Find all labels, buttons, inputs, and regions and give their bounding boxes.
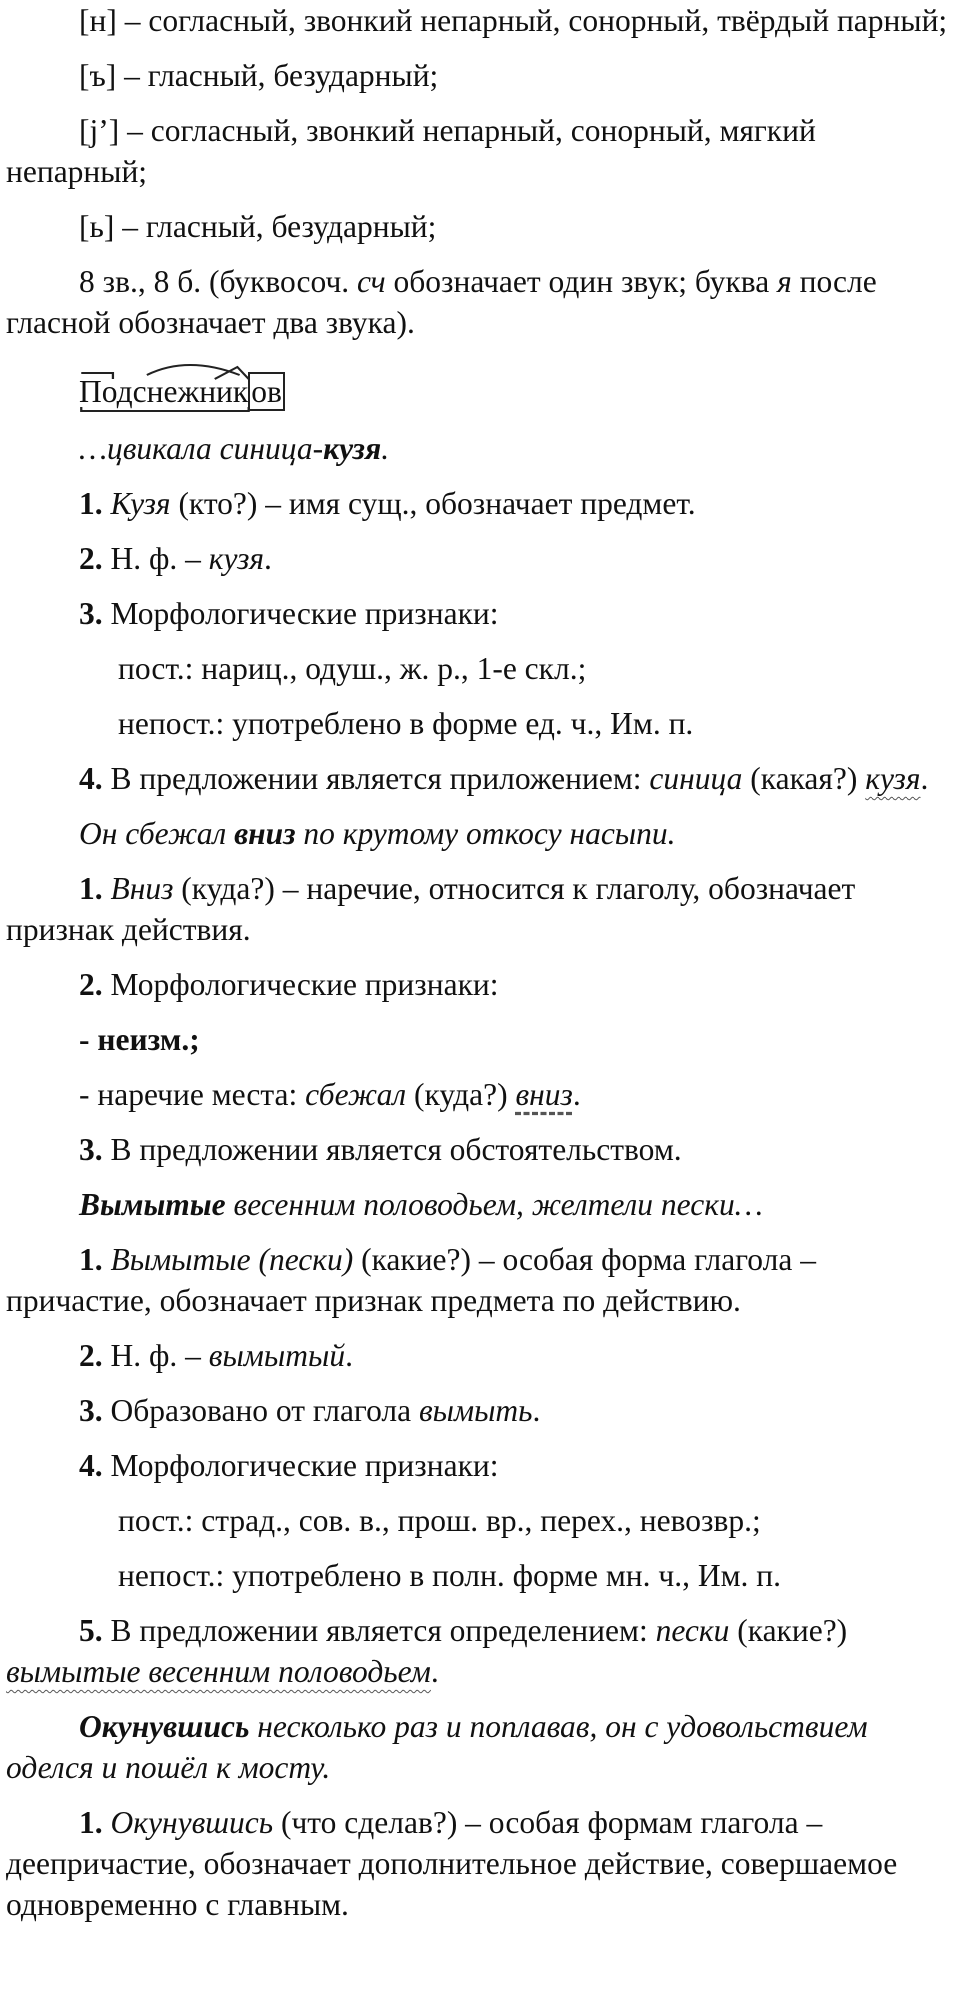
point-number: 4.: [79, 761, 103, 796]
point-word: кузя: [208, 541, 265, 576]
point-word: вымытый: [208, 1338, 346, 1373]
point-text-end: .: [920, 761, 929, 796]
kuzya-point-3: [6, 593, 954, 634]
point-word: Кузя: [110, 486, 171, 521]
point-number: 1.: [79, 486, 103, 521]
point-number: 2.: [79, 967, 103, 1002]
point-text: Морфологические признаки:: [102, 596, 499, 631]
point-text-end: .: [345, 1338, 353, 1373]
vymytye-point-5: [6, 1610, 954, 1692]
vniz-feature-1: [6, 1019, 954, 1060]
point-text: Морфологические признаки:: [102, 967, 499, 1002]
vymytye-nonconst-features: непост.: употреблено в полн. форме мн. ч., Им. п.: [118, 1558, 782, 1593]
point-number: 1.: [79, 1242, 103, 1277]
point-number: 2.: [79, 1338, 103, 1373]
sentence-vniz-a: Он сбежал: [79, 816, 235, 851]
kuzya-point-2: [6, 538, 954, 579]
point-text: Н. ф. –: [102, 1338, 209, 1373]
kuzya-nonconst-features: непост.: употреблено в форме ед. ч., Им. п.: [118, 706, 694, 741]
summary-text-c: после гласной обозначает два звука).: [6, 264, 877, 340]
sentence-vniz: [6, 813, 954, 854]
phonetic-line-n: [н] – согласный, звонкий непарный, сонорный, твёрдый парный;: [79, 3, 948, 38]
point-word: Окунувшись: [110, 1805, 274, 1840]
word-morpheme-parse: [79, 357, 285, 412]
point-text: Морфологические признаки:: [102, 1448, 499, 1483]
feature-text: - наречие места:: [79, 1077, 306, 1112]
phonetic-line-j: [j’] – согласный, звонкий непарный, сонорный, мягкий непарный;: [6, 113, 816, 189]
point-text: (куда?) – наречие, относится к глаголу, обозначает признак действия.: [6, 871, 856, 947]
point-text: В предложении является определением:: [102, 1613, 656, 1648]
point-text: В предложении является приложением:: [102, 761, 650, 796]
point-number: 3.: [79, 596, 103, 631]
point-text: В предложении является обстоятельством.: [102, 1132, 682, 1167]
feature-question: (куда?): [406, 1077, 516, 1112]
point-text: (что сделав?) – особая формам глагола – деепричастие, обозначает дополнительное действие, совершаемое одновременно с главным.: [6, 1805, 898, 1922]
sentence-vniz-bold: вниз: [234, 816, 296, 851]
vymytye-const-features: пост.: страд., сов. в., прош. вр., перех., невозвр.;: [118, 1503, 761, 1538]
point-number: 4.: [79, 1448, 103, 1483]
point-text: (кто?) – имя сущ., обозначает предмет.: [170, 486, 696, 521]
vymytye-point-1: [6, 1239, 954, 1321]
summary-text-a: 8 зв., 8 б. (буквосоч.: [79, 264, 358, 299]
point-text: (какие?) – особая форма глагола – причастие, обозначает признак предмета по действию.: [6, 1242, 816, 1318]
point-text-end: .: [264, 541, 272, 576]
vniz-point-3: [6, 1129, 954, 1170]
kuzya-point-4: [6, 758, 954, 799]
sentence-vymytye: [6, 1184, 954, 1225]
point-number: 1.: [79, 1805, 103, 1840]
word-ending: ов: [248, 372, 285, 411]
vniz-point-1: [6, 868, 954, 950]
point-word: синица: [649, 761, 743, 796]
vymytye-point-3: [6, 1390, 954, 1431]
point-word: Вниз: [110, 871, 174, 906]
vymytye-point-4: [6, 1445, 954, 1486]
point-number: 3.: [79, 1132, 103, 1167]
point-word: пески: [655, 1613, 730, 1648]
point-word: вымыть: [418, 1393, 533, 1428]
okunuvshis-point-1: [6, 1802, 954, 1925]
point-number: 1.: [79, 871, 103, 906]
summary-letter-ya: я: [777, 264, 792, 299]
underlined-word: кузя: [865, 761, 921, 796]
point-question: (какая?): [742, 761, 866, 796]
sentence-vniz-b: по крутому откосу насыпи.: [295, 816, 676, 851]
sentence-okunuvshis-rest: несколько раз и поплавав, он с удовольствием оделся и пошёл к мосту.: [6, 1709, 868, 1785]
sentence-vymytye-bold: Вымытые: [79, 1187, 226, 1222]
point-number: 2.: [79, 541, 103, 576]
point-text-end: .: [430, 1654, 439, 1689]
sentence-vymytye-rest: весенним половодьем, желтели пески…: [225, 1187, 763, 1222]
vniz-point-2: [6, 964, 954, 1005]
sentence-okunuvshis-bold: Окунувшись: [79, 1709, 250, 1744]
sentence-kuzya-bold: кузя: [323, 431, 382, 466]
point-text-end: .: [532, 1393, 541, 1428]
point-word: Вымытые (пески): [110, 1242, 354, 1277]
point-number: 5.: [79, 1613, 103, 1648]
summary-letters-sch: сч: [357, 264, 386, 299]
feature-text: - неизм.;: [79, 1022, 200, 1057]
sentence-okunuvshis: [6, 1706, 954, 1788]
phonetic-line-hard-sign: [ъ] – гласный, безударный;: [79, 58, 439, 93]
sentence-kuzya: [6, 428, 954, 469]
point-text: Образовано от глагола: [102, 1393, 419, 1428]
word-stem: Подснежник: [79, 374, 249, 409]
phonetic-summary: [6, 261, 954, 343]
sentence-kuzya-a: …цвикала синица-: [79, 431, 324, 466]
kuzya-point-1: [6, 483, 954, 524]
phonetic-line-soft-sign: [ь] – гласный, безударный;: [79, 209, 437, 244]
kuzya-const-features: пост.: нариц., одуш., ж. р., 1-е скл.;: [118, 651, 587, 686]
underlined-word: вниз: [515, 1077, 573, 1112]
point-question: (какие?): [729, 1613, 848, 1648]
vymytye-point-2: [6, 1335, 954, 1376]
point-number: 3.: [79, 1393, 103, 1428]
sentence-kuzya-b: .: [381, 431, 390, 466]
feature-text-end: .: [572, 1077, 581, 1112]
underlined-phrase: вымытые весенним половодьем: [6, 1654, 431, 1689]
summary-text-b: обозначает один звук; буква: [385, 264, 778, 299]
vniz-feature-2: [6, 1074, 954, 1115]
feature-word: сбежал: [305, 1077, 407, 1112]
point-text: Н. ф. –: [102, 541, 209, 576]
